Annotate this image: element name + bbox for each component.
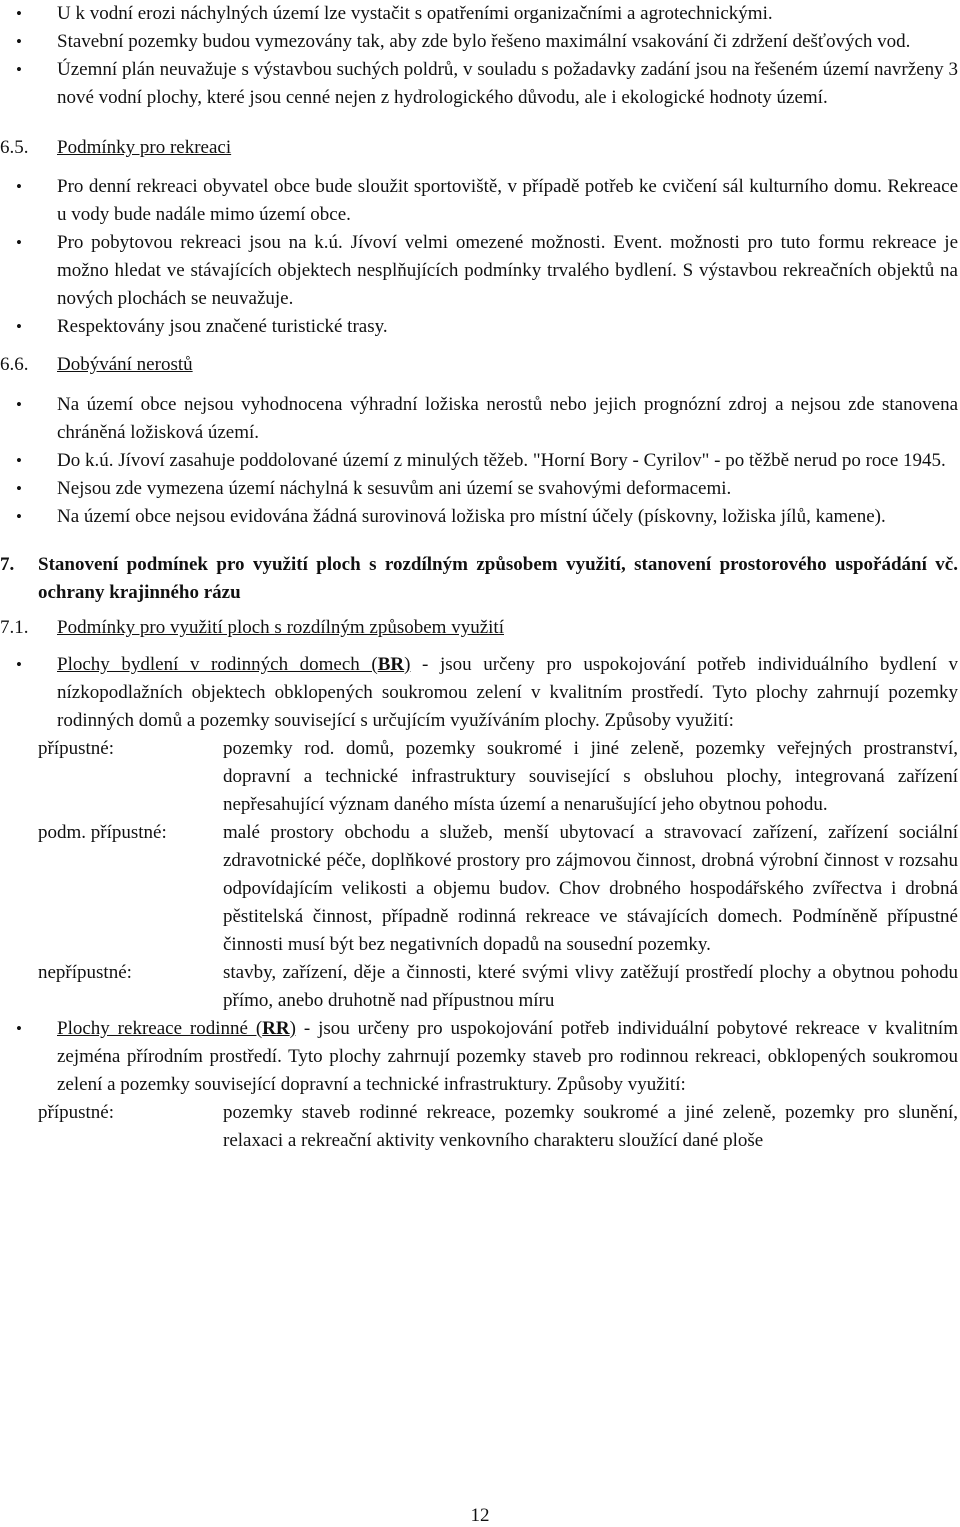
section-number: 6.5. <box>0 137 29 158</box>
list-item: • Územní plán neuvažuje s výstavbou suchých poldrů, v souladu s požadavky zadání jsou na řešeném území navrženy 3 nové vodní plochy, které jsou cenné nejen z hydrologického důvodu, ale i ekologické hodnoty území. <box>0 56 960 112</box>
area-type-code: BR <box>377 654 405 675</box>
area-type-label: Plochy bydlení v rodinných domech ( <box>57 654 378 675</box>
section-title: Dobývání nerostů <box>57 354 193 375</box>
section-6-5-heading <box>0 134 960 162</box>
list-item: • Do k.ú. Jívoví zasahuje poddolované území z minulých těžeb. "Horní Bory - Cyrilov" - po těžbě nerud po roce 1945. <box>0 447 960 475</box>
section-6-6-heading <box>0 351 960 379</box>
area-type-name <box>57 654 410 675</box>
list-item: • Pro pobytovou rekreaci jsou na k.ú. Jívoví velmi omezené možnosti. Event. možnosti pro tuto formu rekreace je možno hledat ve stávajících objektech nesplňujících podmínky trvalého bydlení. S výstavbou rekreačních objektů na nových plochách se neuvažuje. <box>0 229 960 313</box>
usage-row <box>0 735 960 819</box>
erosion-bullets <box>0 0 960 112</box>
section-number: 6.6. <box>0 354 29 375</box>
br-bullet <box>0 651 960 735</box>
list-item: • Respektovány jsou značené turistické trasy. <box>0 313 960 341</box>
list-item: • Stavební pozemky budou vymezovány tak, aby zde bylo řešeno maximální vsakování či zdržení dešťových vod. <box>0 28 960 56</box>
chapter-number: 7. <box>0 554 15 575</box>
list-item <box>0 651 960 735</box>
list-item: • Na území obce nejsou vyhodnocena výhradní ložiska nerostů nebo jejich prognózní zdroj a nejsou zde stanovena chráněná ložisková území. <box>0 391 960 447</box>
chapter-title: Stanovení podmínek pro využití ploch s rozdílným způsobem využití, stanovení prostorového uspořádání vč. ochrany krajinného rázu <box>38 554 958 603</box>
area-type-description: - jsou určeny pro uspokojování potřeb individuálního bydlení v nízkopodlažních objektech obklopených soukromou zelení v kvalitním prostředí. Tyto plochy zahrnují pozemky rodinných domů a pozemky související s určujícím využíváním plochy. Způsoby využití: <box>57 654 958 731</box>
list-item: • Nejsou zde vymezena území náchylná k sesuvům ani území se svahovými deformacemi. <box>0 475 960 503</box>
usage-label: nepřípustné: <box>38 962 132 983</box>
usage-row <box>0 959 960 1015</box>
recreation-bullets <box>0 173 960 341</box>
usage-text: stavby, zařízení, děje a činnosti, které svými vlivy zatěžují prostředí plochy a obytnou pohodu přímo, anebo druhotně nad přípustnou míru <box>223 962 958 1011</box>
list-item <box>0 1015 960 1099</box>
area-type-name <box>57 1018 296 1039</box>
rr-bullet <box>0 1015 960 1099</box>
area-type-paren: ) <box>289 1018 296 1039</box>
usage-text: pozemky rod. domů, pozemky soukromé i jiné zeleně, pozemky veřejných prostranství, dopravní a technické infrastruktury související s obsluhou plochy, integrovaná zařízení nepřesahující význam daného místa území a nenarušující jeho obytnou pohodu. <box>223 738 958 815</box>
section-7-1-heading <box>0 614 960 642</box>
area-type-code: RR <box>262 1018 290 1039</box>
section-number: 7.1. <box>0 617 29 638</box>
area-type-label: Plochy rekreace rodinné ( <box>57 1018 263 1039</box>
usage-text: malé prostory obchodu a služeb, menší ubytovací a stravovací zařízení, zařízení sociální zdravotnické péče, doplňkové prostory pro zájmovou činnost, drobná výrobní činnost v rozsahu odpovídajícím velikosti a objemu budov. Chov drobného hospodářského zvířectva i drobná pěstitelská činnost, případně rodinná rekreace ve stávajících domech. Podmíněně přípustné činnosti musí být bez negativních dopadů na sousední pozemky. <box>223 822 958 955</box>
list-item: • Pro denní rekreaci obyvatel obce bude sloužit sportoviště, v případě potřeb ke cvičení sál kulturního domu. Rekreace u vody bude nadále mimo území obce. <box>0 173 960 229</box>
area-type-paren: ) <box>404 654 411 675</box>
section-title: Podmínky pro rekreaci <box>57 137 232 158</box>
chapter-7-heading <box>0 551 960 607</box>
section-title: Podmínky pro využití ploch s rozdílným způsobem využití <box>57 617 504 638</box>
minerals-bullets <box>0 391 960 531</box>
usage-label: přípustné: <box>38 738 114 759</box>
list-item: • U k vodní erozi náchylných území lze vystačit s opatřeními organizačními a agrotechnickými. <box>0 0 960 28</box>
usage-row <box>0 819 960 959</box>
list-item: • Na území obce nejsou evidována žádná surovinová ložiska pro místní účely (pískovny, ložiska jílů, kamene). <box>0 503 960 531</box>
usage-label: přípustné: <box>38 1102 114 1123</box>
area-type-description: - jsou určeny pro uspokojování potřeb individuální pobytové rekreace v kvalitním zejména přírodním prostředí. Tyto plochy zahrnují pozemky staveb pro rodinnou rekreaci, obklopených soukromou zelení a pozemky související dopravní a technické infrastruktury. Způsoby využití: <box>57 1018 958 1095</box>
usage-label: podm. přípustné: <box>38 822 167 843</box>
page-number: 12 <box>470 1505 490 1526</box>
usage-text: pozemky staveb rodinné rekreace, pozemky soukromé a jiné zeleně, pozemky pro slunění, relaxaci a rekreační aktivity venkovního charakteru sloužící dané ploše <box>223 1102 958 1151</box>
usage-row <box>0 1099 960 1155</box>
